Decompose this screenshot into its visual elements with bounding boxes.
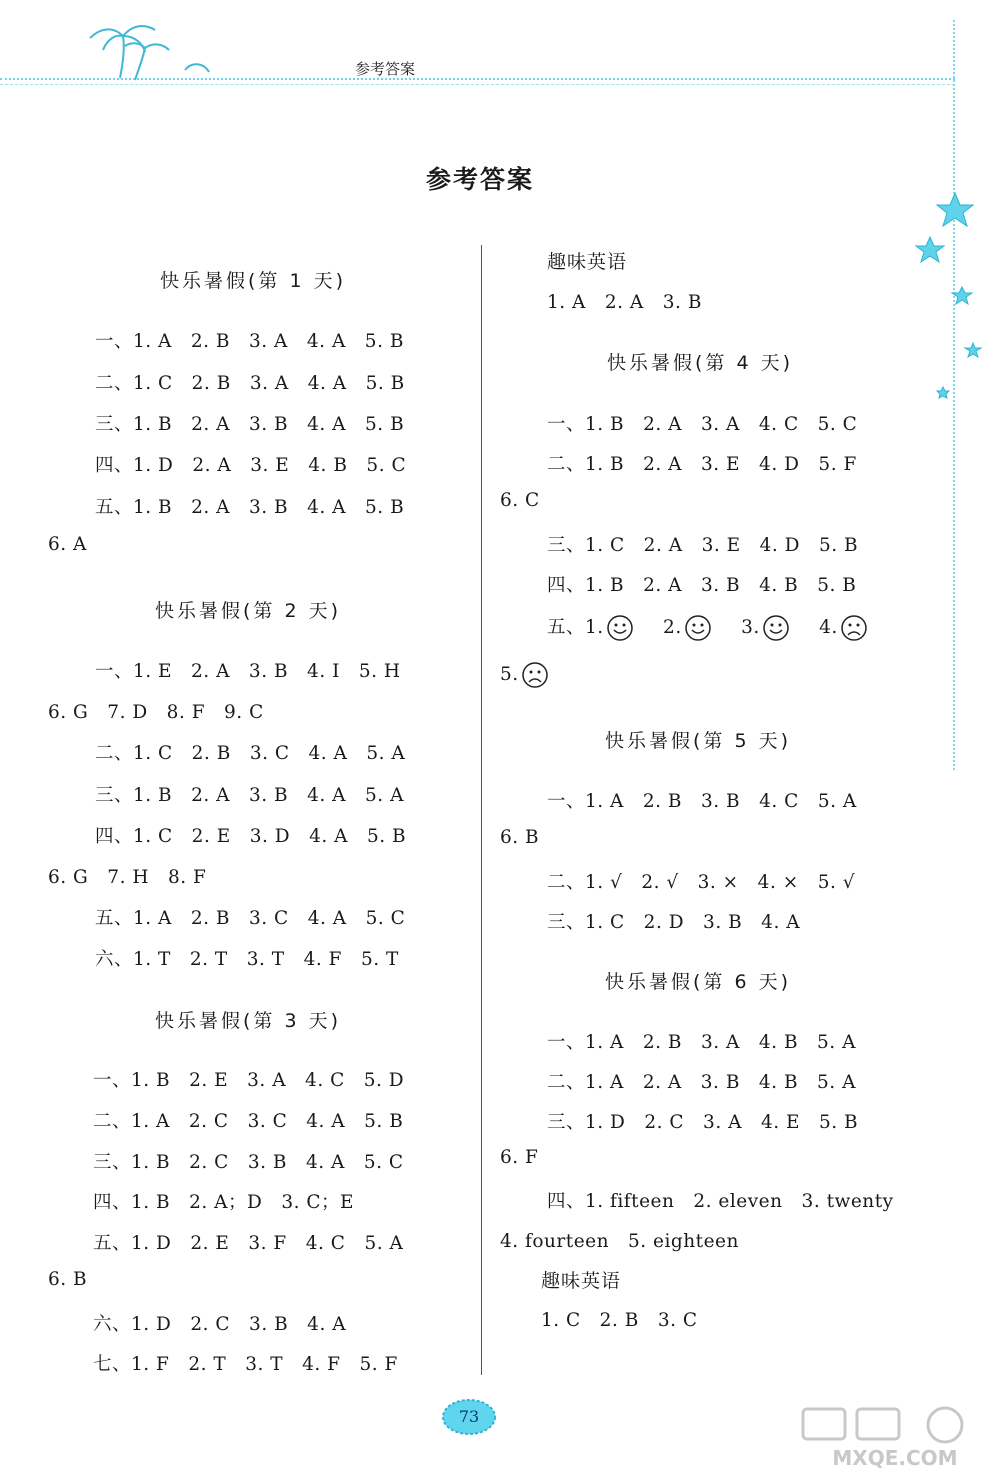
answer-line: 六、1. T 2. T 3. T 4. F 5. T bbox=[95, 949, 399, 970]
answer-line: 六、1. D 2. C 3. B 4. A bbox=[93, 1314, 347, 1335]
answer-line: 三、1. B 2. C 3. B 4. A 5. C bbox=[93, 1152, 404, 1173]
answer-line: 6. G 7. H 8. F bbox=[48, 867, 207, 888]
faces-prefix: 五、1. bbox=[547, 617, 604, 638]
answer-line: 三、1. D 2. C 3. A 4. E 5. B bbox=[547, 1112, 859, 1133]
faces-answer-line bbox=[547, 613, 871, 642]
answer-line: 一、1. B 2. A 3. A 4. C 5. C bbox=[547, 414, 858, 435]
answer-line: 1. A 2. A 3. B bbox=[547, 292, 702, 313]
answer-line: 二、1. C 2. B 3. C 4. A 5. A bbox=[95, 743, 406, 764]
answer-line: 三、1. C 2. A 3. E 4. D 5. B bbox=[547, 535, 859, 556]
day3-title: 快乐暑假(第 3 天) bbox=[155, 1010, 341, 1032]
answer-line: 四、1. fifteen 2. eleven 3. twenty bbox=[547, 1191, 894, 1212]
answer-line: 一、1. E 2. A 3. B 4. I 5. H bbox=[95, 661, 401, 682]
answer-line: 6. F bbox=[500, 1147, 539, 1168]
answer-line: 二、1. √ 2. √ 3. × 4. × 5. √ bbox=[547, 872, 856, 893]
smiley-face-icon bbox=[606, 614, 634, 642]
answer-line: 6. B bbox=[500, 827, 540, 848]
page-number: 73 bbox=[458, 1407, 480, 1426]
face-num: 3. bbox=[741, 617, 760, 638]
sad-face-icon bbox=[840, 614, 868, 642]
answer-line: 6. A bbox=[48, 534, 87, 555]
answer-line: 七、1. F 2. T 3. T 4. F 5. F bbox=[93, 1354, 398, 1375]
answer-line: 二、1. A 2. C 3. C 4. A 5. B bbox=[93, 1111, 404, 1132]
answer-line: 6. G 7. D 8. F 9. C bbox=[48, 702, 264, 723]
face-num: 5. bbox=[500, 664, 519, 685]
answer-line: 五、1. B 2. A 3. B 4. A 5. B bbox=[95, 497, 405, 518]
smiley-face-icon bbox=[684, 614, 712, 642]
faces-answer-line bbox=[500, 661, 552, 689]
day2-title: 快乐暑假(第 2 天) bbox=[155, 600, 341, 622]
stars-decoration bbox=[905, 185, 995, 415]
face-num: 4. bbox=[819, 617, 838, 638]
answer-line: 二、1. A 2. A 3. B 4. B 5. A bbox=[547, 1072, 856, 1093]
face-num: 2. bbox=[663, 617, 682, 638]
fun-english-title: 趣味英语 bbox=[547, 251, 628, 273]
answer-line: 一、1. A 2. B 3. A 4. A 5. B bbox=[95, 331, 404, 352]
page-title: 参考答案 bbox=[425, 165, 534, 194]
fun-english-title-2: 趣味英语 bbox=[541, 1270, 622, 1292]
answer-line: 三、1. B 2. A 3. B 4. A 5. B bbox=[95, 414, 405, 435]
answer-line: 一、1. A 2. B 3. B 4. C 5. A bbox=[547, 791, 857, 812]
header-dashed-line bbox=[0, 84, 955, 85]
answer-line: 五、1. D 2. E 3. F 4. C 5. A bbox=[93, 1233, 404, 1254]
answer-line: 6. B bbox=[48, 1269, 88, 1290]
day6-title: 快乐暑假(第 6 天) bbox=[605, 971, 791, 993]
header-label: 参考答案 bbox=[355, 60, 416, 78]
smiley-face-icon bbox=[762, 614, 790, 642]
answer-line: 四、1. C 2. E 3. D 4. A 5. B bbox=[95, 826, 407, 847]
header-dotted-line bbox=[0, 78, 955, 80]
answer-line: 四、1. B 2. A 3. B 4. B 5. B bbox=[547, 575, 857, 596]
answer-line: 4. fourteen 5. eighteen bbox=[500, 1231, 739, 1252]
day5-title: 快乐暑假(第 5 天) bbox=[605, 730, 791, 752]
answer-line: 1. C 2. B 3. C bbox=[541, 1310, 698, 1331]
sad-face-icon bbox=[521, 661, 549, 689]
answer-line: 二、1. C 2. B 3. A 4. A 5. B bbox=[95, 373, 405, 394]
answer-line: 三、1. B 2. A 3. B 4. A 5. A bbox=[95, 785, 404, 806]
watermark-logo bbox=[795, 1405, 995, 1471]
palm-tree-logo bbox=[75, 18, 225, 82]
answer-line: 一、1. A 2. B 3. A 4. B 5. A bbox=[547, 1032, 856, 1053]
day4-title: 快乐暑假(第 4 天) bbox=[607, 352, 793, 374]
watermark-text: MXQE.COM bbox=[832, 1446, 958, 1470]
answer-line: 二、1. B 2. A 3. E 4. D 5. F bbox=[547, 454, 857, 475]
answer-line: 6. C bbox=[500, 490, 540, 511]
answer-line: 四、1. B 2. A；D 3. C；E bbox=[93, 1192, 355, 1213]
answer-line: 三、1. C 2. D 3. B 4. A bbox=[547, 912, 801, 933]
column-divider bbox=[481, 245, 482, 1375]
answer-line: 四、1. D 2. A 3. E 4. B 5. C bbox=[95, 455, 407, 476]
answer-line: 一、1. B 2. E 3. A 4. C 5. D bbox=[93, 1070, 405, 1091]
day1-title: 快乐暑假(第 1 天) bbox=[160, 270, 346, 292]
answer-line: 五、1. A 2. B 3. C 4. A 5. C bbox=[95, 908, 406, 929]
